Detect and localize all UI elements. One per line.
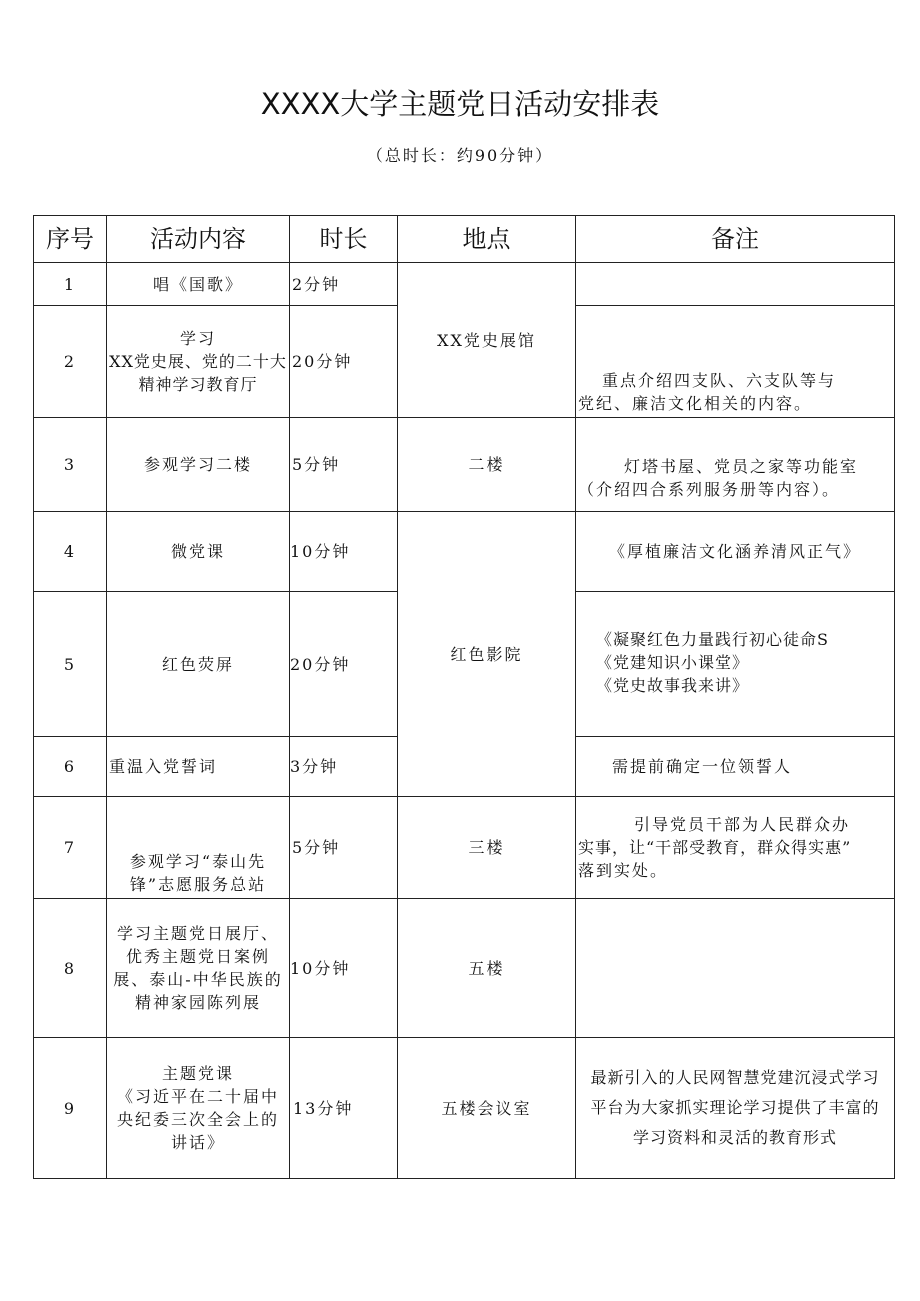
schedule-table	[33, 215, 895, 1179]
row-index: 1	[34, 263, 107, 306]
row-location: 三楼	[398, 797, 576, 899]
row-duration: 10分钟	[290, 512, 398, 592]
row-note: 最新引入的人民网智慧党建沉浸式学习平台为大家抓实理论学习提供了丰富的学习资料和灵活的教育形式	[576, 1038, 895, 1179]
row-duration: 20分钟	[290, 306, 398, 418]
activity-line: 主题党课	[161, 1064, 234, 1083]
note-line: 《党史故事我来讲》	[596, 676, 750, 695]
row-duration: 13分钟	[290, 1038, 398, 1179]
table-row	[34, 797, 895, 899]
table-row	[34, 263, 895, 306]
row-note: 《厚植廉洁文化涵养清风正气》	[576, 512, 895, 592]
row-activity: 重温入党誓词	[107, 737, 290, 797]
row-location-merged: 红色影院	[398, 512, 576, 797]
note-line: 重点介绍四支队、六支队等与	[602, 371, 837, 390]
table-header-row	[34, 216, 895, 263]
row-duration: 2分钟	[290, 263, 398, 306]
row-note	[576, 263, 895, 306]
row-activity: 参观学习二楼	[107, 418, 290, 512]
note-line: 灯塔书屋、党员之家等功能室	[624, 457, 859, 476]
row-index: 3	[34, 418, 107, 512]
row-activity: 唱《国歌》	[107, 263, 290, 306]
table-row	[34, 1038, 895, 1179]
row-note	[576, 797, 895, 899]
row-index: 9	[34, 1038, 107, 1179]
row-duration: 5分钟	[290, 418, 398, 512]
row-index: 4	[34, 512, 107, 592]
note-line: 《党建知识小课堂》	[596, 653, 750, 672]
row-duration: 10分钟	[290, 899, 398, 1038]
row-index: 8	[34, 899, 107, 1038]
header-note: 备注	[576, 216, 895, 263]
header-index: 序号	[34, 216, 107, 263]
row-activity	[107, 1038, 290, 1179]
row-index: 2	[34, 306, 107, 418]
page-subtitle: （总时长：约90分钟）	[366, 146, 554, 165]
header-duration: 时长	[290, 216, 398, 263]
row-activity: 微党课	[107, 512, 290, 592]
note-line: 实事，让“干部受教育，群众得实惠”	[578, 838, 852, 857]
note-line: 《凝聚红色力量践行初心徒命S	[596, 630, 829, 649]
page-title: XXXX大学主题党日活动安排表	[260, 87, 660, 121]
row-location: 二楼	[398, 418, 576, 512]
row-note	[576, 592, 895, 737]
row-note	[576, 899, 895, 1038]
row-duration: 20分钟	[290, 592, 398, 737]
table-row	[34, 512, 895, 592]
row-activity: 参观学习“泰山先锋”志愿服务总站	[107, 797, 290, 899]
row-note: 需提前确定一位领誓人	[576, 737, 895, 797]
row-location-merged: XX党史展馆	[398, 263, 576, 418]
table-row	[34, 899, 895, 1038]
row-duration: 5分钟	[290, 797, 398, 899]
row-index: 5	[34, 592, 107, 737]
row-index: 7	[34, 797, 107, 899]
note-line: 党纪、廉洁文化相关的内容。	[578, 394, 813, 413]
row-location: 五楼会议室	[398, 1038, 576, 1179]
row-index: 6	[34, 737, 107, 797]
row-note	[576, 306, 895, 418]
activity-line: 《习近平在二十届中央纪委三次全会上的讲话》	[116, 1087, 279, 1152]
row-activity	[107, 306, 290, 418]
row-activity: 红色荧屏	[107, 592, 290, 737]
activity-line: 学习	[179, 329, 216, 348]
row-location: 五楼	[398, 899, 576, 1038]
header-location: 地点	[398, 216, 576, 263]
note-line: （介绍四合系列服务册等内容）。	[578, 480, 841, 499]
table-row	[34, 418, 895, 512]
row-note	[576, 418, 895, 512]
note-line: 落到实处。	[578, 861, 669, 880]
row-activity: 学习主题党日展厅、优秀主题党日案例展、泰山-中华民族的精神家园陈列展	[107, 899, 290, 1038]
activity-line: XX党史展、党的二十大精神学习教育厅	[109, 352, 287, 394]
note-line: 引导党员干部为人民群众办	[634, 815, 851, 834]
header-activity: 活动内容	[107, 216, 290, 263]
row-duration: 3分钟	[290, 737, 398, 797]
